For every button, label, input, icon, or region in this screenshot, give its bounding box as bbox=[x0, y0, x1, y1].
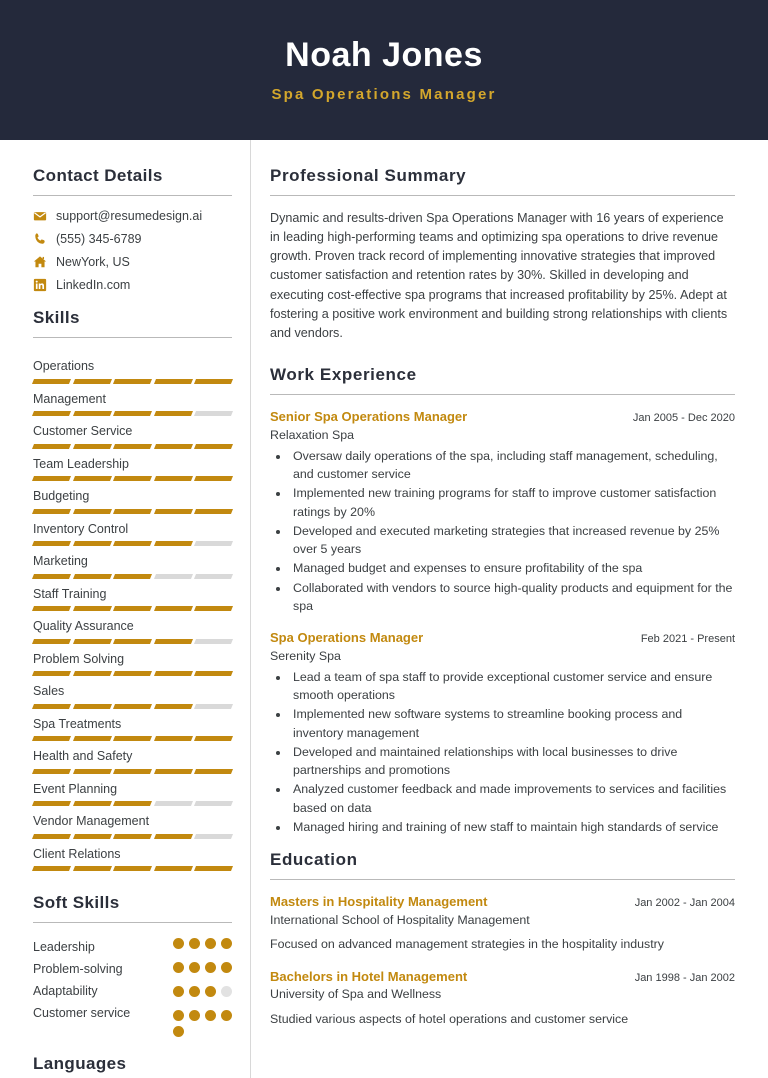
skill-level-bar bbox=[33, 801, 232, 806]
contact-item[interactable] bbox=[33, 209, 232, 223]
rating-dot bbox=[189, 986, 200, 997]
skill-segment bbox=[154, 411, 193, 416]
skill-segment bbox=[32, 541, 71, 546]
work-bullet: • Developed and executed marketing strategies that increased revenue by 25% over 5 years bbox=[290, 522, 735, 558]
contact-value: support@resumedesign.ai bbox=[56, 209, 203, 223]
skill-segment bbox=[194, 574, 233, 579]
work-entry-header bbox=[270, 629, 735, 647]
skill-segment bbox=[113, 866, 152, 871]
skill-level-bar bbox=[33, 379, 232, 384]
skill-level-bar bbox=[33, 866, 232, 871]
skill-segment bbox=[154, 379, 193, 384]
rating-dot bbox=[221, 1010, 232, 1021]
skill-segment bbox=[194, 606, 233, 611]
main-column bbox=[250, 140, 768, 1078]
skill-segment bbox=[113, 801, 152, 806]
skill-item bbox=[33, 839, 232, 872]
work-bullet: • Implemented new software systems to streamline booking process and inventory management bbox=[290, 705, 735, 741]
rating-dot bbox=[189, 962, 200, 973]
contact-section bbox=[33, 166, 232, 292]
skill-level-bar bbox=[33, 704, 232, 709]
skill-item bbox=[33, 351, 232, 384]
skill-level-bar bbox=[33, 574, 232, 579]
skill-segment bbox=[73, 574, 112, 579]
skill-segment bbox=[194, 834, 233, 839]
skill-segment bbox=[73, 704, 112, 709]
education-entry-description: Studied various aspects of hotel operations and customer service bbox=[270, 1011, 629, 1026]
skill-label: Operations bbox=[33, 359, 95, 373]
skill-segment bbox=[154, 476, 193, 481]
skill-segment bbox=[73, 509, 112, 514]
soft-skill-label: Customer service bbox=[33, 1006, 131, 1020]
skill-segment bbox=[113, 639, 152, 644]
rating-dot bbox=[221, 986, 232, 997]
skills-section bbox=[33, 308, 232, 871]
contact-heading: Contact Details bbox=[33, 166, 163, 185]
skill-segment bbox=[32, 574, 71, 579]
skill-segment bbox=[32, 411, 71, 416]
skill-label: Marketing bbox=[33, 554, 88, 568]
rating-dot bbox=[205, 1010, 216, 1021]
skill-item bbox=[33, 806, 232, 839]
work-bullet: • Collaborated with vendors to source high-quality products and equipment for the spa bbox=[290, 579, 735, 615]
skill-level-bar bbox=[33, 736, 232, 741]
work-bullet: • Managed budget and expenses to ensure profitability of the spa bbox=[290, 559, 735, 577]
work-entry-bullets bbox=[270, 668, 735, 836]
skill-item bbox=[33, 611, 232, 644]
skill-segment bbox=[194, 736, 233, 741]
skill-segment bbox=[194, 639, 233, 644]
skill-segment bbox=[32, 801, 71, 806]
skill-segment bbox=[32, 379, 71, 384]
skill-segment bbox=[113, 704, 152, 709]
contact-item[interactable] bbox=[33, 255, 232, 269]
skills-heading: Skills bbox=[33, 308, 80, 327]
skill-segment bbox=[154, 606, 193, 611]
skill-label: Vendor Management bbox=[33, 814, 150, 828]
education-entries bbox=[270, 893, 735, 1029]
skill-segment bbox=[154, 866, 193, 871]
soft-skills-section bbox=[33, 893, 232, 1038]
education-entry bbox=[270, 968, 735, 1029]
soft-skills-rule bbox=[33, 922, 232, 923]
work-bullet: • Developed and maintained relationships with local businesses to drive partnerships and promotions bbox=[290, 743, 735, 779]
work-entry bbox=[270, 629, 735, 836]
education-rule bbox=[270, 879, 735, 880]
skill-segment bbox=[154, 769, 193, 774]
summary-rule bbox=[270, 195, 735, 196]
soft-skills-list bbox=[33, 936, 232, 1038]
skill-label: Problem Solving bbox=[33, 651, 125, 666]
skill-segment bbox=[73, 736, 112, 741]
skill-label: Customer Service bbox=[33, 424, 133, 438]
skill-level-bar bbox=[33, 834, 232, 839]
skill-label: Inventory Control bbox=[33, 521, 129, 536]
education-entry bbox=[270, 893, 735, 954]
skill-segment bbox=[154, 639, 193, 644]
skill-item bbox=[33, 709, 232, 742]
work-entry-header bbox=[270, 408, 735, 426]
summary-section bbox=[270, 166, 735, 343]
work-rule bbox=[270, 394, 735, 395]
contact-value: (555) 345-6789 bbox=[56, 232, 142, 246]
skill-level-bar bbox=[33, 444, 232, 449]
skill-segment bbox=[113, 834, 152, 839]
skill-segment bbox=[73, 379, 112, 384]
skill-label: Staff Training bbox=[33, 586, 107, 601]
skill-segment bbox=[194, 801, 233, 806]
rating-dot bbox=[205, 938, 216, 949]
skill-segment bbox=[113, 736, 152, 741]
skill-segment bbox=[113, 671, 152, 676]
skill-segment bbox=[154, 444, 193, 449]
skill-segment bbox=[194, 671, 233, 676]
skill-level-bar bbox=[33, 411, 232, 416]
skill-segment bbox=[194, 541, 233, 546]
skill-segment bbox=[32, 476, 71, 481]
soft-skill-label: Problem-solving bbox=[33, 962, 123, 976]
education-entry-institution: International School of Hospitality Management bbox=[270, 912, 530, 927]
skill-segment bbox=[194, 769, 233, 774]
work-entry-bullets bbox=[270, 447, 735, 615]
work-entry-date: Feb 2021 - Present bbox=[640, 633, 735, 645]
phone-icon bbox=[33, 232, 47, 246]
skill-label: Event Planning bbox=[33, 781, 118, 796]
skill-segment bbox=[113, 541, 152, 546]
rating-dot bbox=[173, 1010, 184, 1021]
work-entry-title: Spa Operations Manager bbox=[270, 630, 424, 645]
skill-segment bbox=[32, 444, 71, 449]
rating-dot bbox=[205, 986, 216, 997]
skills-rule bbox=[33, 337, 232, 338]
education-entry-title: Masters in Hospitality Management bbox=[270, 894, 488, 910]
linkedin-icon bbox=[33, 278, 47, 292]
skill-segment bbox=[73, 769, 112, 774]
education-heading: Education bbox=[270, 850, 358, 870]
skill-segment bbox=[113, 444, 152, 449]
rating-dot bbox=[205, 962, 216, 973]
rating-dot bbox=[173, 938, 184, 949]
education-section bbox=[270, 850, 735, 1029]
soft-skill-rating bbox=[173, 1010, 251, 1021]
contact-value: NewYork, US bbox=[56, 255, 130, 269]
skill-segment bbox=[194, 704, 233, 709]
skill-segment bbox=[32, 606, 71, 611]
work-entries bbox=[270, 408, 735, 836]
soft-skill-item bbox=[33, 980, 232, 1002]
rating-dot bbox=[173, 986, 184, 997]
skill-level-bar bbox=[33, 671, 232, 676]
skill-segment bbox=[154, 541, 193, 546]
skill-segment bbox=[73, 801, 112, 806]
work-bullet: • Implemented new training programs for staff to improve customer satisfaction ratings by 20% bbox=[290, 484, 735, 520]
work-section bbox=[270, 365, 735, 836]
skill-item bbox=[33, 481, 232, 514]
soft-skill-rating bbox=[173, 938, 251, 949]
skill-segment bbox=[32, 834, 71, 839]
skill-item bbox=[33, 416, 232, 449]
work-entry-title: Senior Spa Operations Manager bbox=[270, 408, 468, 424]
skill-segment bbox=[194, 379, 233, 384]
skill-segment bbox=[113, 606, 152, 611]
contact-value: LinkedIn.com bbox=[56, 278, 131, 292]
rating-dot bbox=[173, 962, 184, 973]
sidebar bbox=[0, 140, 250, 1078]
soft-skill-label: Leadership bbox=[33, 940, 95, 954]
skill-label: Quality Assurance bbox=[33, 619, 134, 633]
work-heading: Work Experience bbox=[270, 364, 417, 384]
skill-level-bar bbox=[33, 509, 232, 514]
skill-segment bbox=[154, 834, 193, 839]
skill-item bbox=[33, 579, 232, 612]
education-entry-date: Jan 1998 - Jan 2002 bbox=[634, 971, 735, 984]
contact-rule bbox=[33, 195, 232, 196]
skill-segment bbox=[194, 444, 233, 449]
education-entry-date: Jan 2002 - Jan 2004 bbox=[634, 897, 735, 910]
skill-segment bbox=[32, 671, 71, 676]
rating-dot bbox=[221, 962, 232, 973]
skill-segment bbox=[194, 411, 233, 416]
rating-dot bbox=[221, 938, 232, 949]
skill-segment bbox=[32, 866, 71, 871]
home-icon bbox=[33, 255, 47, 269]
rating-dot bbox=[189, 938, 200, 949]
soft-skill-item bbox=[33, 936, 232, 958]
job-title-subtitle: Spa Operations Manager bbox=[271, 85, 497, 103]
education-entry-description: Focused on advanced management strategies in the hospitality industry bbox=[270, 936, 664, 951]
resume-body bbox=[0, 140, 768, 1078]
skill-segment bbox=[73, 444, 112, 449]
skill-segment bbox=[32, 736, 71, 741]
skill-segment bbox=[73, 639, 112, 644]
skill-item bbox=[33, 449, 232, 482]
skill-segment bbox=[113, 411, 152, 416]
skill-segment bbox=[73, 606, 112, 611]
work-bullet: • Lead a team of spa staff to provide exceptional customer service and ensure smooth operations bbox=[290, 668, 735, 704]
skill-label: Budgeting bbox=[33, 489, 90, 503]
skill-segment bbox=[113, 379, 152, 384]
education-entry-header bbox=[270, 893, 735, 911]
skill-item bbox=[33, 644, 232, 677]
rating-dot bbox=[189, 1010, 200, 1021]
skill-level-bar bbox=[33, 541, 232, 546]
soft-skill-rating bbox=[173, 962, 251, 973]
skill-segment bbox=[32, 769, 71, 774]
soft-skill-item bbox=[33, 958, 232, 980]
contact-item[interactable] bbox=[33, 232, 232, 246]
languages-heading: Languages bbox=[33, 1054, 127, 1073]
soft-skill-item bbox=[33, 1002, 232, 1024]
skill-segment bbox=[113, 509, 152, 514]
skill-segment bbox=[32, 704, 71, 709]
skill-segment bbox=[113, 574, 152, 579]
soft-skill-rating bbox=[173, 986, 251, 997]
skill-segment bbox=[154, 671, 193, 676]
work-bullet: • Managed hiring and training of new staff to maintain high standards of service bbox=[290, 818, 735, 836]
skill-segment bbox=[154, 801, 193, 806]
skill-segment bbox=[154, 736, 193, 741]
skill-segment bbox=[154, 704, 193, 709]
skill-segment bbox=[194, 509, 233, 514]
summary-heading: Professional Summary bbox=[270, 166, 467, 185]
skills-list bbox=[33, 351, 232, 871]
work-entry-organization: Relaxation Spa bbox=[270, 427, 355, 442]
skill-segment bbox=[154, 509, 193, 514]
skill-label: Spa Treatments bbox=[33, 716, 122, 731]
skill-level-bar bbox=[33, 769, 232, 774]
soft-skill-rating-overflow bbox=[33, 1024, 232, 1038]
envelope-icon bbox=[33, 209, 47, 223]
skill-label: Team Leadership bbox=[33, 456, 129, 471]
skill-item bbox=[33, 546, 232, 579]
soft-skills-heading: Soft Skills bbox=[33, 893, 120, 912]
skill-segment bbox=[113, 476, 152, 481]
skill-level-bar bbox=[33, 606, 232, 611]
skill-item bbox=[33, 514, 232, 547]
work-bullet: • Oversaw daily operations of the spa, including staff management, scheduling, and customer service bbox=[290, 447, 735, 483]
skill-segment bbox=[73, 541, 112, 546]
skill-segment bbox=[194, 866, 233, 871]
page-title: Noah Jones bbox=[285, 35, 483, 74]
skill-item bbox=[33, 676, 232, 709]
skill-item bbox=[33, 741, 232, 774]
education-entry-institution: University of Spa and Wellness bbox=[270, 987, 442, 1002]
contact-list bbox=[33, 209, 232, 292]
skill-segment bbox=[194, 476, 233, 481]
skill-segment bbox=[73, 671, 112, 676]
rating-dot bbox=[173, 1026, 184, 1037]
education-entry-header bbox=[270, 968, 735, 986]
skill-level-bar bbox=[33, 639, 232, 644]
summary-text: Dynamic and results-driven Spa Operations Manager with 16 years of experience in leading high-performing teams and optimizing spa operations to drive revenue growth. Proven track record of implementing innovative strategies that improved customer satisfaction and retention rates by 30%. Skilled in developing and executing cost-effective spa programs that increased profitability by 25%. Adept at fostering a positive work environment and building strong relationships with clients and vendors. bbox=[270, 211, 728, 340]
skill-segment bbox=[32, 639, 71, 644]
work-entry-date: Jan 2005 - Dec 2020 bbox=[632, 411, 735, 424]
soft-skill-label: Adaptability bbox=[33, 984, 98, 998]
contact-item[interactable] bbox=[33, 278, 232, 292]
skill-label: Client Relations bbox=[33, 846, 121, 861]
skill-segment bbox=[73, 834, 112, 839]
skill-segment bbox=[154, 574, 193, 579]
education-entry-title: Bachelors in Hotel Management bbox=[270, 968, 468, 984]
skill-label: Sales bbox=[33, 684, 65, 698]
skill-segment bbox=[32, 509, 71, 514]
skill-level-bar bbox=[33, 476, 232, 481]
skill-label: Management bbox=[33, 391, 106, 406]
skill-segment bbox=[73, 411, 112, 416]
work-entry bbox=[270, 408, 735, 615]
skill-segment bbox=[113, 769, 152, 774]
skill-segment bbox=[73, 476, 112, 481]
skill-item bbox=[33, 774, 232, 807]
work-bullet: • Analyzed customer feedback and made improvements to services and facilities based on data bbox=[290, 780, 735, 816]
resume-header bbox=[0, 0, 768, 140]
work-entry-organization: Serenity Spa bbox=[270, 648, 341, 663]
skill-item bbox=[33, 384, 232, 417]
skill-label: Health and Safety bbox=[33, 749, 133, 763]
skill-segment bbox=[73, 866, 112, 871]
